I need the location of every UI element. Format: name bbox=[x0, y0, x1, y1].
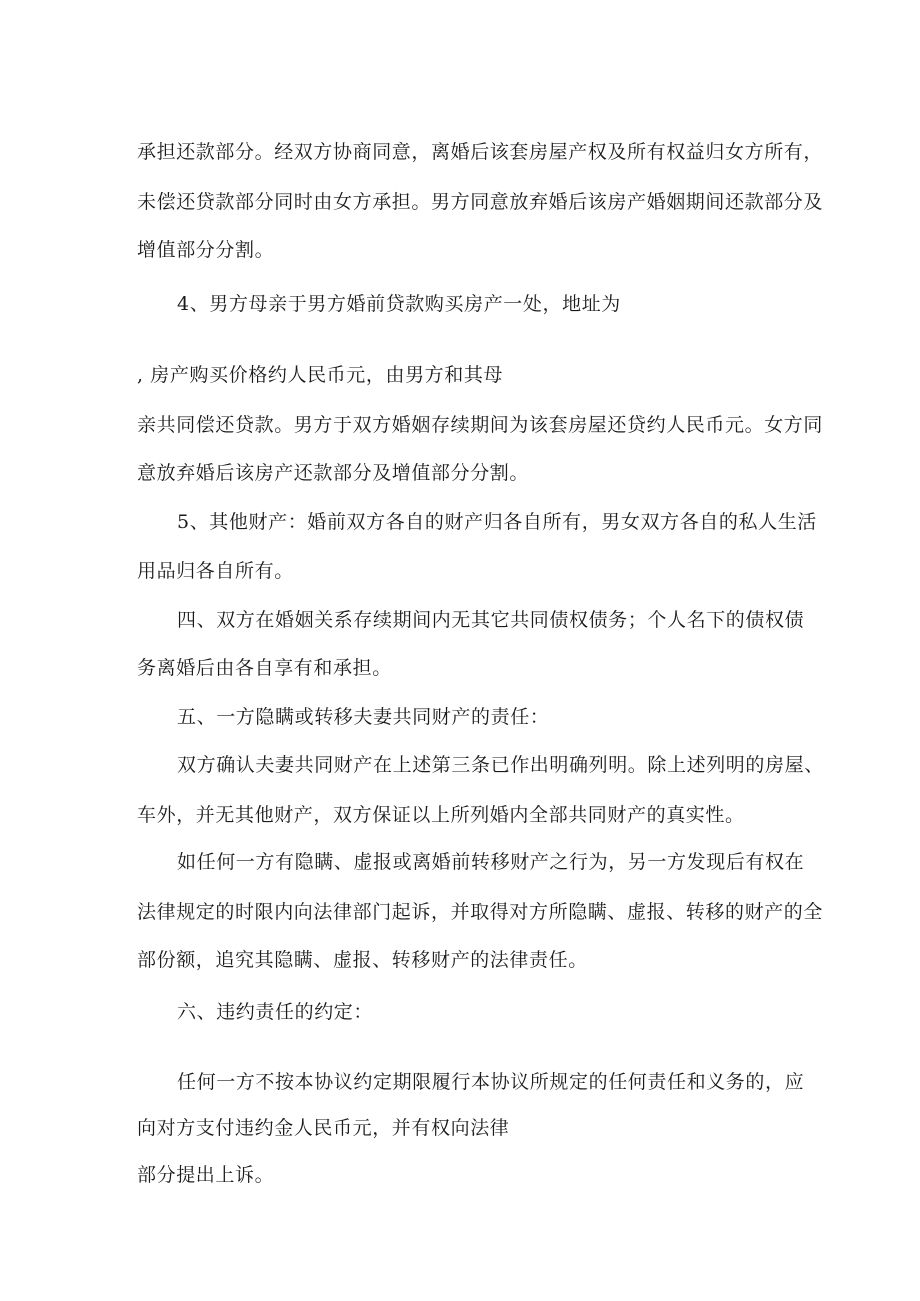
paragraph-line: 用品归各自所有。 bbox=[137, 560, 294, 582]
paragraph-line: 未偿还贷款部分同时由女方承担。男方同意放弃婚后该房产婚姻期间还款部分及 bbox=[137, 191, 824, 213]
paragraph-line: 如任何一方有隐瞒、虚报或离婚前转移财产之行为，另一方发现后有权在 bbox=[177, 851, 805, 873]
paragraph-line: 4、男方母亲于男方婚前贷款购买房产一处，地址为 bbox=[177, 293, 621, 315]
paragraph-line: 法律规定的时限内向法律部门起诉，并取得对方所隐瞒、虚报、转移的财产的全 bbox=[137, 901, 824, 923]
paragraph-line: 5、其他财产：婚前双方各自的财产归各自所有，男女双方各自的私人生活 bbox=[177, 511, 817, 533]
paragraph-line: 意放弃婚后该房产还款部分及增值部分分割。 bbox=[137, 462, 530, 484]
paragraph-line: 双方确认夫妻共同财产在上述第三条已作出明确列明。除上述列明的房屋、 bbox=[177, 754, 824, 776]
paragraph-line: 任何一方不按本协议约定期限履行本协议所规定的任何责任和义务的，应 bbox=[177, 1071, 805, 1093]
paragraph-line: 部份额，追究其隐瞒、虚报、转移财产的法律责任。 bbox=[137, 949, 588, 971]
paragraph-line: 向对方支付违约金人民币元，并有权向法律 bbox=[137, 1117, 510, 1139]
section-heading: 五、一方隐瞒或转移夫妻共同财产的责任： bbox=[177, 706, 550, 728]
paragraph-line: 承担还款部分。经双方协商同意，离婚后该套房屋产权及所有权益归女方所有， bbox=[137, 141, 824, 163]
paragraph-line: 车外，并无其他财产，双方保证以上所列婚内全部共同财产的真实性。 bbox=[137, 804, 745, 826]
paragraph-line: 亲共同偿还贷款。男方于双方婚姻存续期间为该套房屋还贷约人民币元。女方同 bbox=[137, 414, 824, 436]
section-heading: 六、违约责任的约定： bbox=[177, 1001, 374, 1023]
paragraph-line: 增值部分分割。 bbox=[137, 239, 275, 261]
paragraph-line: , 房产购买价格约人民币元，由男方和其母 bbox=[137, 364, 504, 386]
paragraph-line: 务离婚后由各自享有和承担。 bbox=[137, 657, 392, 679]
paragraph-line: 四、双方在婚姻关系存续期间内无其它共同债权债务；个人名下的债权债 bbox=[177, 609, 805, 631]
paragraph-line: 部分提出上诉。 bbox=[137, 1164, 275, 1186]
